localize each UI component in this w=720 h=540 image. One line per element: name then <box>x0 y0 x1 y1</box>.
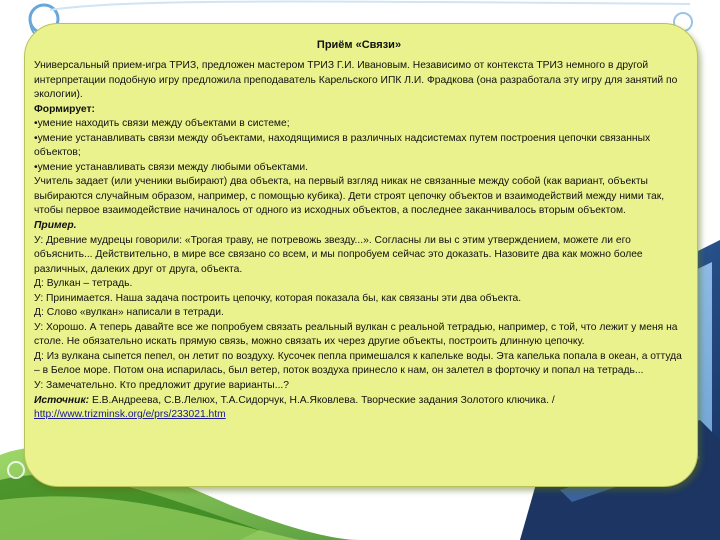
intro-paragraph: Универсальный прием-игра ТРИЗ, предложен мастером ТРИЗ Г.И. Ивановым. Независимо от контекста ТРИЗ немного в другой интерпретации подобную игру предложила преподаватель Карельского ИПК Л.И. Фрадкова (она разработала эту игру для занятий по экологии). <box>34 60 678 101</box>
bullet-item: •умение устанавливать связи между объектами, находящимися в различных надсистемах путем построения цепочки связанных объектов; <box>34 132 651 159</box>
forms-heading: Формирует: <box>34 103 95 115</box>
source-text: Е.В.Андреева, С.В.Лелюх, Т.А.Сидорчук, Н.А.Яковлева. Творческие задания Золотого ключика. / <box>89 394 555 406</box>
example-heading: Пример. <box>34 220 77 232</box>
dialogue-line: Д: Вулкан – тетрадь. <box>34 278 133 290</box>
slide-content <box>34 38 684 423</box>
dialogue-line: У: Хорошо. А теперь давайте все же попробуем связать реальный вулкан с реальной тетрадью, например, с той, что лежит у меня на столе. Не обязательно искать прямую связь, можно связать их через другие объекты, построить длинную цепочку. <box>34 321 678 348</box>
dialogue-line: Д: Слово «вулкан» написали в тетради. <box>34 307 224 319</box>
bullet-item: •умение находить связи между объектами в системе; <box>34 118 290 130</box>
method-paragraph: Учитель задает (или ученики выбирают) два объекта, на первый взгляд никак не связанные между собой (как вариант, объекты выбираются случайным образом, например, с помощью кубика). Дети строят цепочку объектов и взаимодействий между ними так, чтобы первое взаимодействие начиналось от одного из исходных объектов, а последнее заканчивалось вторым объектом. <box>34 176 665 217</box>
dialogue-line: У: Замечательно. Кто предложит другие варианты...? <box>34 380 290 392</box>
source-label: Источник: <box>34 394 90 406</box>
source-link[interactable]: http://www.trizminsk.org/e/prs/233021.htm <box>34 409 226 421</box>
bullet-item: •умение устанавливать связи между любыми объектами. <box>34 161 308 173</box>
source-line <box>34 394 684 409</box>
dialogue-line: Д: Из вулкана сыпется пепел, он летит по воздуху. Кусочек пепла примешался к капельке воды. Эта капелька попала в океан, а оттуда – в Белое море. Потом она испарилась, был ветер, поток воздуха принесло к нам, он залетел в форточку и попал на тетрадь... <box>34 350 682 377</box>
dialogue-line: У: Принимается. Наша задача построить цепочку, которая показала бы, как связаны эти два объекта. <box>34 292 522 304</box>
page-title: Приём «Связи» <box>316 39 402 51</box>
dialogue-line: У: Древние мудрецы говорили: «Трогая траву, не потревожь звезду...». Согласны ли вы с этим утверждением, можете ли его объяснить... Действительно, в мире все связано со всем, и мы попробуем сейчас это доказать. Назовите два как можно более различных, далеких друг от друга, объекта. <box>34 234 643 275</box>
